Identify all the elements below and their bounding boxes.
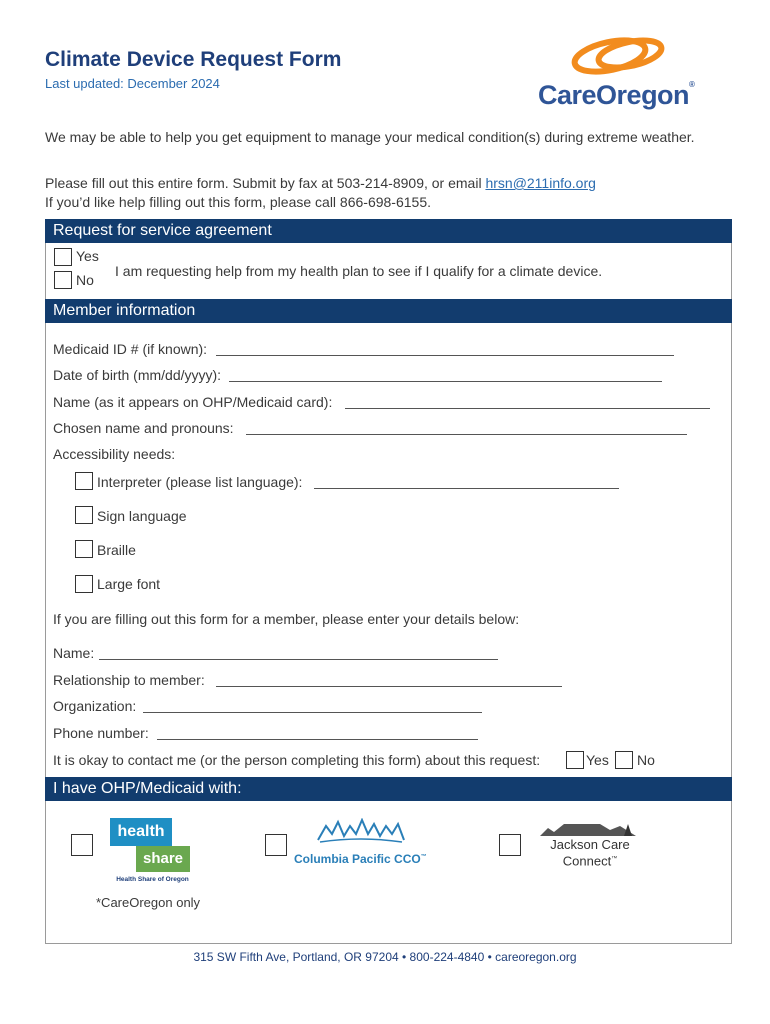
relationship-label: Relationship to member: [53,672,205,688]
filling-for-instructions: If you are filling out this form for a member, please enter your details below: [53,611,520,627]
helper-name-field[interactable] [99,645,498,660]
relationship-field[interactable] [216,672,562,687]
medicaid-id-field[interactable] [216,341,674,356]
email-link[interactable]: hrsn@211info.org [485,175,596,191]
columbia-pacific-logo: Columbia Pacific CCO™ [294,818,426,868]
braille-checkbox[interactable] [75,540,93,558]
accessibility-label: Accessibility needs: [53,446,176,462]
agreement-yes-checkbox[interactable] [54,248,72,266]
healthshare-checkbox[interactable] [71,834,93,856]
page-title: Climate Device Request Form [45,48,342,71]
jackson-checkbox[interactable] [499,834,521,856]
healthshare-logo: health share Health Share of Oregon [110,818,195,888]
agreement-yes-label: Yes [76,248,99,264]
agreement-statement: I am requesting help from my health plan to see if I qualify for a climate device. [115,263,603,279]
jackson-care-connect-logo: Jackson Care Connect™ [540,818,640,868]
columbia-checkbox[interactable] [265,834,287,856]
last-updated: Last updated: December 2024 [45,76,220,91]
dob-field[interactable] [229,367,662,382]
name-field[interactable] [345,394,710,409]
footer-address: 315 SW Fifth Ave, Portland, OR 97204 • 800-224-4840 • careoregon.org [193,950,577,964]
logo-wordmark: CareOregon® [538,80,695,110]
large-font-checkbox[interactable] [75,575,93,593]
helper-name-label: Name: [53,645,95,661]
dob-label: Date of birth (mm/dd/yyyy): [53,367,222,383]
organization-label: Organization: [53,698,137,714]
agreement-no-checkbox[interactable] [54,271,72,289]
large-font-label: Large font [97,576,161,592]
contact-ok-label: It is okay to contact me (or the person completing this form) about this request: [53,752,541,768]
agreement-no-label: No [76,272,94,288]
interpreter-label: Interpreter (please list language): [97,474,303,490]
section-heading-member: Member information [45,299,732,323]
contact-yes-checkbox[interactable] [566,751,584,769]
interpreter-checkbox[interactable] [75,472,93,490]
phone-label: Phone number: [53,725,149,741]
section-heading-agreement: Request for service agreement [45,219,732,243]
submit-instructions: Please fill out this entire form. Submit by fax at 503-214-8909, or email hrsn@211info.org If you’d like help filling out this form, please call 866-698-6155. [45,175,596,210]
section-heading-plans: I have OHP/Medicaid with: [45,777,732,801]
medicaid-id-label: Medicaid ID # (if known): [53,341,208,357]
interpreter-language-field[interactable] [314,474,619,489]
phone-field[interactable] [157,725,478,740]
organization-field[interactable] [143,698,482,713]
intro-paragraph: We may be able to help you get equipment to manage your medical condition(s) during extreme weather. [45,129,695,145]
braille-label: Braille [97,542,136,558]
contact-no-label: No [637,752,655,768]
chosen-name-label: Chosen name and pronouns: [53,420,234,436]
careoregon-logo [538,30,698,112]
healthshare-note: *CareOregon only [96,895,201,910]
name-label: Name (as it appears on OHP/Medicaid card): [53,394,333,410]
contact-no-checkbox[interactable] [615,751,633,769]
chosen-name-field[interactable] [246,420,687,435]
contact-yes-label: Yes [586,752,609,768]
sign-language-label: Sign language [97,508,187,524]
sign-language-checkbox[interactable] [75,506,93,524]
